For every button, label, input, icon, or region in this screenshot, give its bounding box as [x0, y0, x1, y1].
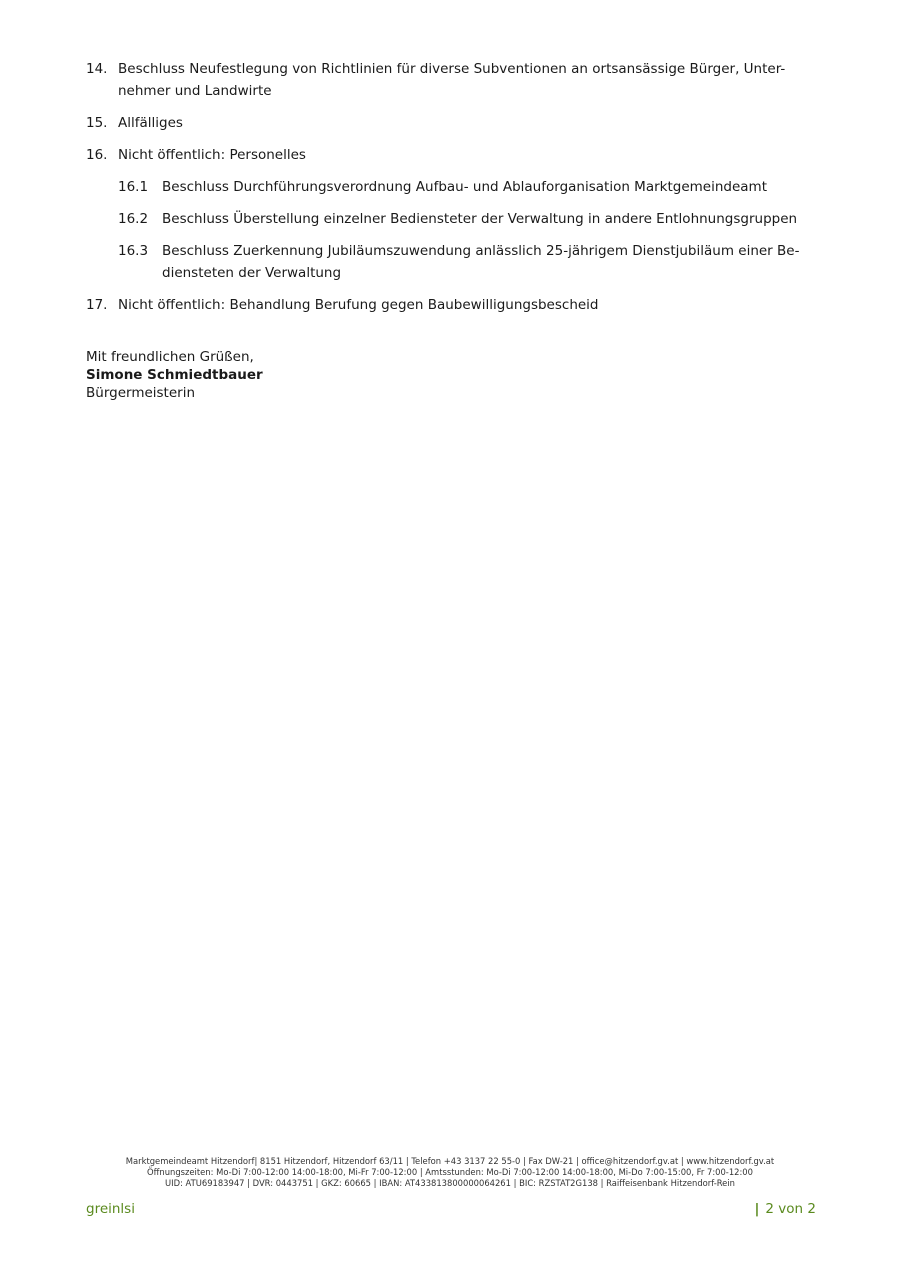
agenda-subitem-text: Beschluss Überstellung einzelner Bediensteter der Verwaltung in andere Entlohnungsgruppen — [162, 211, 798, 227]
agenda-item-17 — [86, 294, 816, 316]
closing-greeting: Mit freundlichen Grüßen, — [86, 349, 254, 365]
agenda-item-14 — [86, 58, 816, 102]
agenda-item-number: 15. — [86, 115, 108, 131]
agenda-subitem-text: Beschluss Zuerkennung Jubiläumszuwendung anlässlich 25-jährigem Dienstjubiläum einer Be-diensteten der Verwaltung — [162, 243, 800, 281]
agenda-item-text: Nicht öffentlich: Behandlung Berufung gegen Baubewilligungsbescheid — [118, 297, 599, 313]
page-separator: | — [754, 1201, 760, 1217]
agenda-subitem-text: Beschluss Durchführungsverordnung Aufbau- und Ablauforganisation Marktgemeindeamt — [162, 179, 767, 195]
signature-block — [86, 348, 263, 402]
agenda-list — [86, 58, 816, 326]
agenda-subitem-16-1 — [118, 176, 816, 198]
agenda-item-text: Allfälliges — [118, 115, 183, 131]
author-code: greinlsi — [86, 1201, 135, 1217]
agenda-subitem-16-3 — [118, 240, 816, 284]
agenda-item-number: 14. — [86, 61, 108, 77]
agenda-subitem-number: 16.2 — [118, 211, 149, 227]
agenda-item-text: Beschluss Neufestlegung von Richtlinien für diverse Subventionen an ortsansässige Bürger, Unter-nehmer und Landwirte — [118, 61, 786, 99]
signatory-role: Bürgermeisterin — [86, 385, 196, 401]
agenda-item-number: 17. — [86, 297, 108, 313]
footer-contact-info — [60, 1156, 840, 1189]
agenda-subitem-16-2 — [118, 208, 816, 230]
agenda-item-16 — [86, 144, 816, 166]
signatory-name: Simone Schmiedtbauer — [86, 367, 263, 383]
agenda-subitem-number: 16.3 — [118, 243, 149, 259]
agenda-subitem-number: 16.1 — [118, 179, 149, 195]
agenda-item-number: 16. — [86, 147, 108, 163]
footer-line-hours: Öffnungszeiten: Mo-Di 7:00-12:00 14:00-18:00, Mi-Fr 7:00-12:00 | Amtsstunden: Mo-Di 7:00-12:00 14:00-18:00, Mi-Do 7:00-15:00, Fr 7:00-12:00 — [147, 1167, 753, 1177]
footer-line-bank: UID: ATU69183947 | DVR: 0443751 | GKZ: 60665 | IBAN: AT433813800000064261 | BIC: RZSTAT2G138 | Raiffeisenbank Hitzendorf-Rein — [165, 1178, 735, 1188]
page-label: 2 von 2 — [765, 1201, 816, 1217]
agenda-item-15 — [86, 112, 816, 134]
page-number — [754, 1201, 816, 1217]
footer-bar — [86, 1201, 816, 1217]
agenda-item-text: Nicht öffentlich: Personelles — [118, 147, 306, 163]
footer-line-address: Marktgemeindeamt Hitzendorf| 8151 Hitzendorf, Hitzendorf 63/11 | Telefon +43 3137 22 55-0 | Fax DW-21 | office@hitzendorf.gv.at | www.hitzendorf.gv.at — [125, 1156, 775, 1166]
agenda-sublist-16 — [86, 176, 816, 284]
